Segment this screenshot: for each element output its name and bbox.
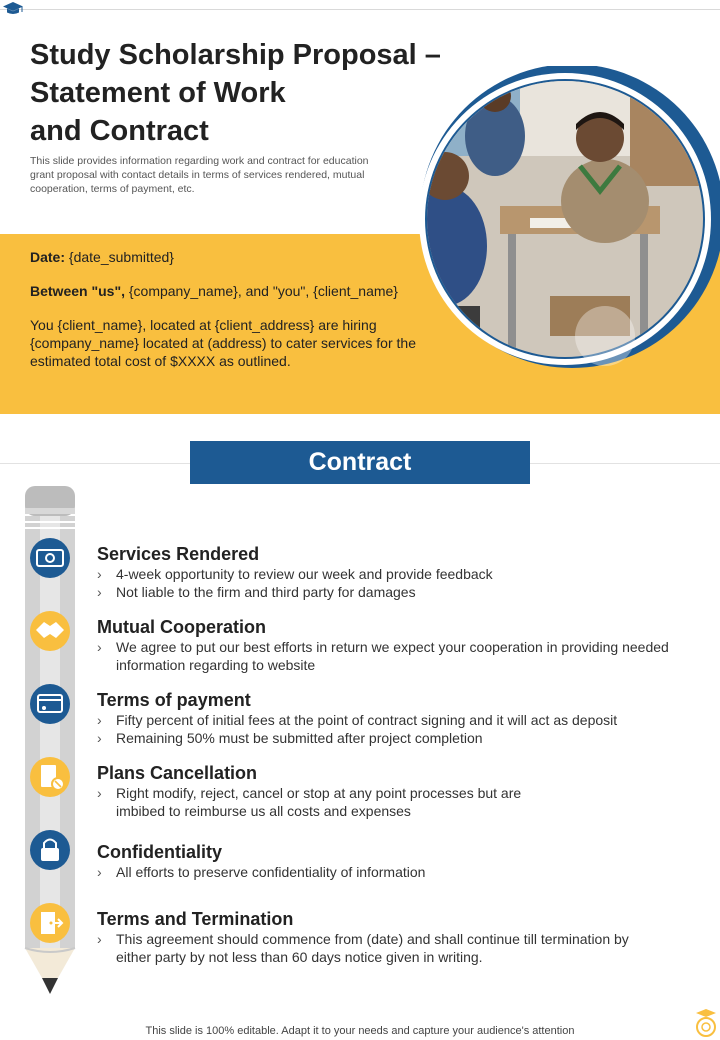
list-item: › This agreement should commence from (date) and shall continue till termination by either party by not less than 60 days notice given in writing. (97, 931, 629, 965)
section-mutual-cooperation (97, 616, 697, 674)
chevron-right-icon: › (97, 864, 102, 880)
title-line: Statement of Work (30, 77, 286, 109)
section-terms-and-termination (97, 908, 697, 966)
section-services-rendered (97, 543, 697, 601)
section-title: Terms and Termination (97, 909, 294, 929)
page-title (30, 36, 450, 150)
title-line: and Contract (30, 115, 209, 147)
list-item: › 4-week opportunity to review our week and provide feedback (97, 566, 493, 582)
chevron-right-icon: › (97, 639, 102, 655)
graduation-cap-icon (2, 0, 24, 16)
footer-note: This slide is 100% editable. Adapt it to your needs and capture your audience's attention (145, 1025, 575, 1037)
exit-door-icon (30, 903, 70, 943)
date-label: Date: (30, 249, 66, 265)
top-divider (0, 9, 720, 10)
hiring-text: You {client_name}, located at {client_address} are hiring {company_name} located at (address) to cater services for the estimated total cost of $XXXX as outlined. (30, 317, 416, 369)
handshake-icon (30, 611, 70, 651)
chevron-right-icon: › (97, 730, 102, 746)
section-title: Mutual Cooperation (97, 617, 266, 637)
list-item: › We agree to put our best efforts in return we expect your cooperation in providing needed information regarding to website (97, 639, 669, 673)
between-label: Between "us", (30, 283, 125, 299)
chevron-right-icon: › (97, 566, 102, 582)
classroom-photo (400, 66, 720, 386)
contract-banner: Contract (190, 441, 530, 484)
payment-icon (30, 684, 70, 724)
money-icon (30, 538, 70, 578)
section-title: Services Rendered (97, 544, 260, 564)
cancel-document-icon (30, 757, 70, 797)
chevron-right-icon: › (97, 785, 102, 801)
chevron-right-icon: › (97, 712, 102, 728)
between-line (30, 282, 450, 300)
lock-icon (30, 830, 70, 870)
chevron-right-icon: › (97, 931, 102, 947)
list-item: › Right modify, reject, cancel or stop at any point processes but are imbibed to reimburse us all costs and expenses (97, 785, 522, 819)
section-title: Confidentiality (97, 842, 222, 862)
list-item: › Fifty percent of initial fees at the point of contract signing and it will act as deposit (97, 712, 618, 728)
section-terms-of-payment (97, 689, 697, 747)
date-line (30, 248, 450, 266)
list-item: › Remaining 50% must be submitted after project completion (97, 730, 483, 746)
section-title: Terms of payment (97, 690, 251, 710)
pencil-timeline (22, 486, 78, 998)
page-subtitle: This slide provides information regarding work and contract for education grant proposal with contact details in terms of services rendered, mutual cooperation, terms of payment, etc. (30, 155, 369, 195)
chevron-right-icon: › (97, 584, 102, 600)
section-title: Plans Cancellation (97, 763, 258, 783)
graduation-medal-icon (694, 1008, 718, 1038)
list-item: › Not liable to the firm and third party for damages (97, 584, 416, 600)
title-line: Study Scholarship Proposal – (30, 39, 441, 71)
intro-text (30, 248, 450, 386)
section-plans-cancellation (97, 762, 697, 820)
list-item: › All efforts to preserve confidentiality of information (97, 864, 426, 880)
date-value: {date_submitted} (65, 249, 174, 265)
section-confidentiality (97, 841, 697, 881)
between-value: {company_name}, and "you", {client_name} (124, 283, 398, 299)
